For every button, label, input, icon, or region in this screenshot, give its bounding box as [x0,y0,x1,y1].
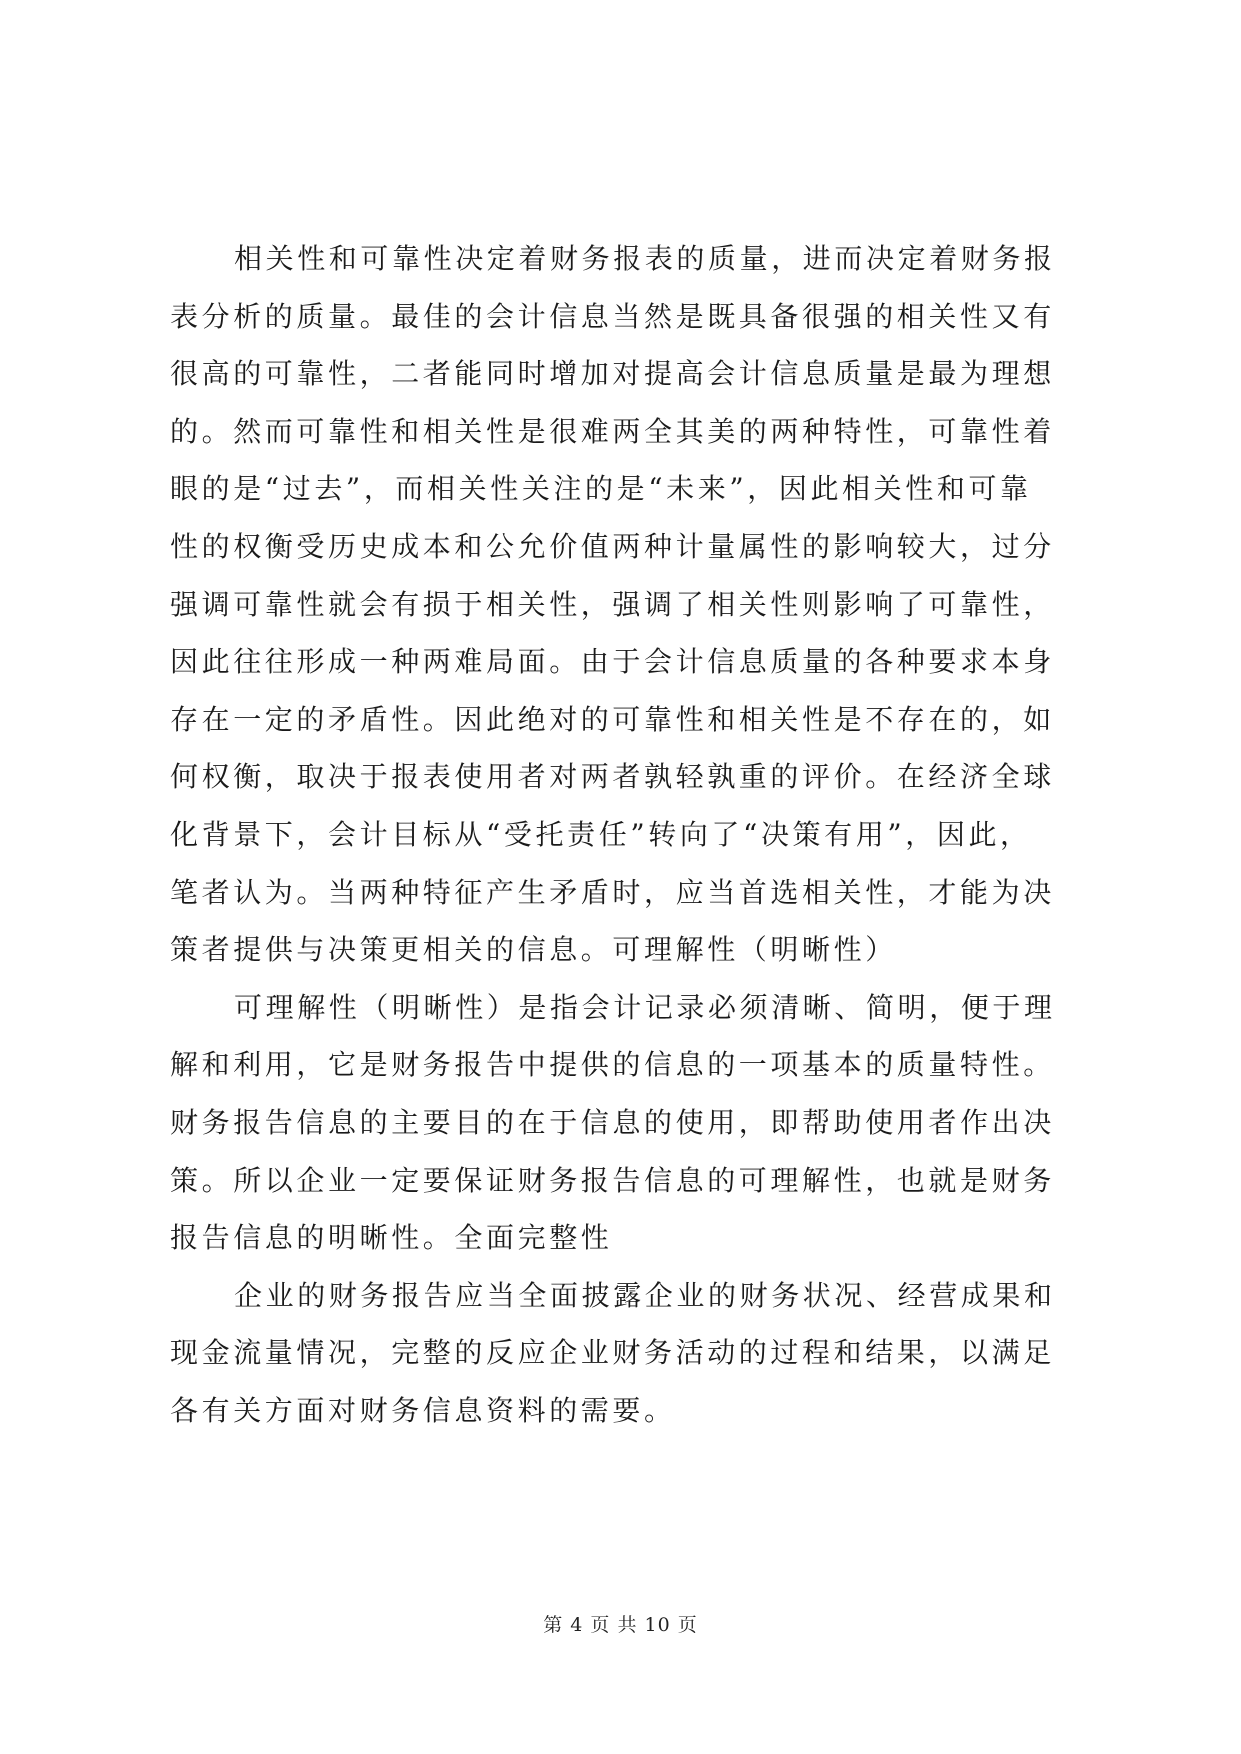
paragraph-line: 报告信息的明晰性。全面完整性 [170,1221,613,1255]
paragraph-line: 笔者认为。当两种特征产生矛盾时，应当首选相关性，才能为决 [170,875,1055,909]
paragraph-line: 相关性和可靠性决定着财务报表的质量，进而决定着财务报 [234,242,1056,275]
paragraph-line: 企业的财务报告应当全面披露企业的财务状况、经营成果和 [234,1278,1056,1312]
paragraph-line: 性的权衡受历史成本和公允价值两种计量属性的影响较大，过分 [170,529,1055,563]
paragraph-line: 可理解性（明晰性）是指会计记录必须清晰、简明，便于理 [234,990,1056,1024]
paragraph-line: 因此往往形成一种两难局面。由于会计信息质量的各种要求本身 [170,645,1055,679]
paragraph-line: 解和利用，它是财务报告中提供的信息的一项基本的质量特性。 [170,1048,1055,1082]
paragraph-line: 化背景下，会计目标从“受托责任”转向了“决策有用”，因此， [170,817,1032,851]
paragraph-line: 眼的是“过去”，而相关性关注的是“未来”，因此相关性和可靠 [170,472,1032,506]
body-text [170,230,1090,1439]
paragraph-line: 很高的可靠性，二者能同时增加对提高会计信息质量是最为理想 [170,357,1055,391]
paragraph-line: 各有关方面对财务信息资料的需要。 [170,1393,676,1427]
paragraph-line: 策。所以企业一定要保证财务报告信息的可理解性，也就是财务 [170,1163,1055,1197]
paragraph-line: 财务报告信息的主要目的在于信息的使用，即帮助使用者作出决 [170,1105,1055,1139]
paragraph-line: 强调可靠性就会有损于相关性，强调了相关性则影响了可靠性， [170,587,1055,621]
paragraph-line: 现金流量情况，完整的反应企业财务活动的过程和结果，以满足 [170,1336,1055,1370]
paragraph-line: 策者提供与决策更相关的信息。可理解性（明晰性） [170,933,897,967]
paragraph-line: 的。然而可靠性和相关性是很难两全其美的两种特性，可靠性着 [170,414,1055,448]
paragraph-line: 存在一定的矛盾性。因此绝对的可靠性和相关性是不存在的，如 [170,702,1055,736]
paragraph-line: 表分析的质量。最佳的会计信息当然是既具备很强的相关性又有 [170,299,1055,333]
page-number-footer: 第 4 页 共 10 页 [543,1614,698,1636]
paragraph-line: 何权衡，取决于报表使用者对两者孰轻孰重的评价。在经济全球 [170,760,1055,794]
